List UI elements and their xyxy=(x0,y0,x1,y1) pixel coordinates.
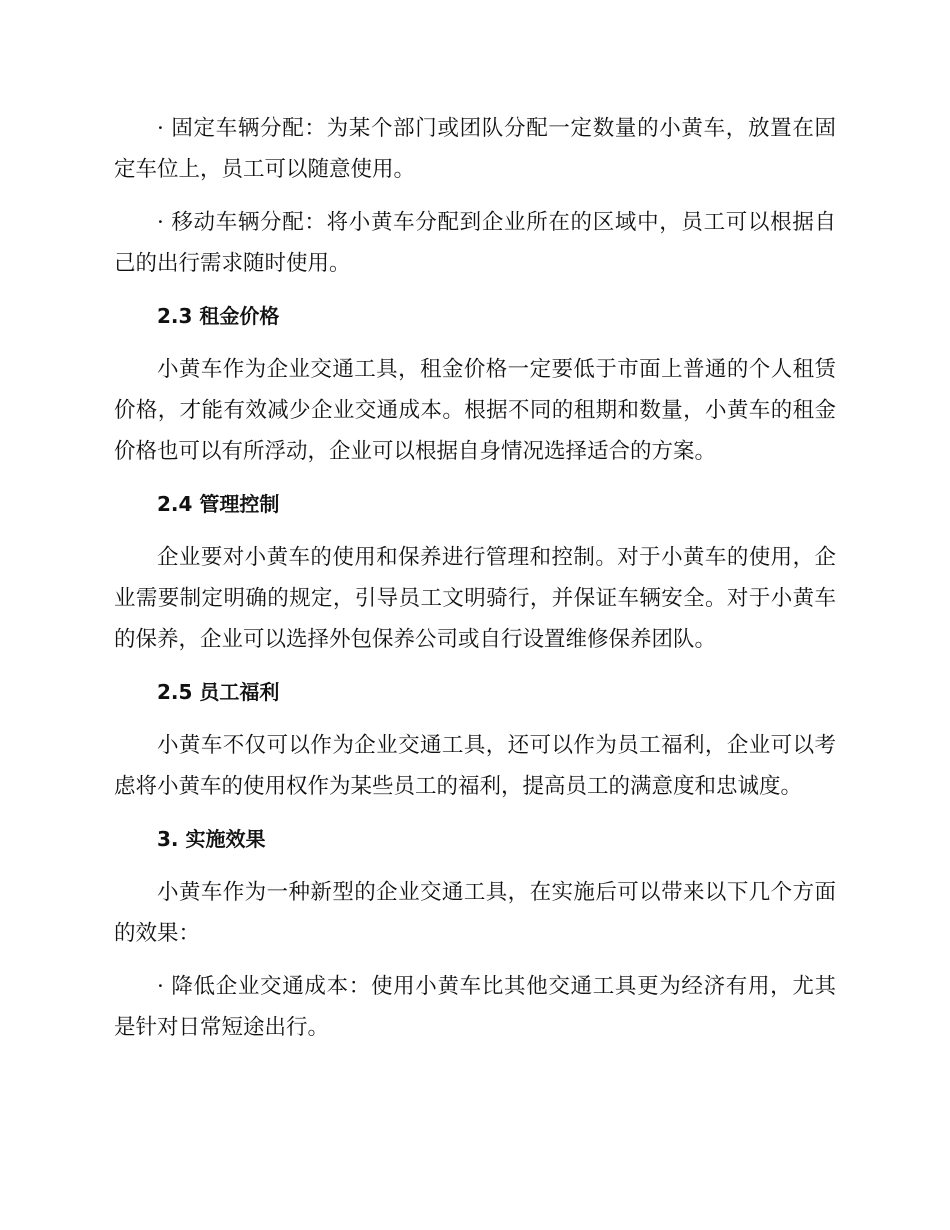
bullet-fixed-allocation: · 固定车辆分配：为某个部门或团队分配一定数量的小黄车，放置在固定车位上，员工可以随意使用。 xyxy=(114,116,836,182)
document-page xyxy=(114,108,836,1060)
section-heading-implementation-effects: 3. 实施效果 xyxy=(157,827,266,851)
paragraph-rental-price: 小黄车作为企业交通工具，租金价格一定要低于市面上普通的个人租赁价格，才能有效减少企业交通成本。根据不同的租期和数量，小黄车的租金价格也可以有所浮动，企业可以根据自身情况选择适合的方案。 xyxy=(114,357,836,464)
paragraph-implementation-effects: 小黄车作为一种新型的企业交通工具，在实施后可以带来以下几个方面的效果： xyxy=(114,880,836,946)
bullet-mobile-allocation: · 移动车辆分配：将小黄车分配到企业所在的区域中，员工可以根据自己的出行需求随时使用。 xyxy=(114,210,836,276)
paragraph-management: 企业要对小黄车的使用和保养进行管理和控制。对于小黄车的使用，企业需要制定明确的规定，引导员工文明骑行，并保证车辆安全。对于小黄车的保养，企业可以选择外包保养公司或自行设置维修保养团队。 xyxy=(114,545,836,652)
bullet-reduce-costs: · 降低企业交通成本：使用小黄车比其他交通工具更为经济有用，尤其是针对日常短途出行。 xyxy=(114,974,836,1040)
section-heading-rental-price: 2.3 租金价格 xyxy=(157,304,280,328)
paragraph-employee-benefits: 小黄车不仅可以作为企业交通工具，还可以作为员工福利，企业可以考虑将小黄车的使用权作为某些员工的福利，提高员工的满意度和忠诚度。 xyxy=(114,733,836,799)
section-heading-employee-benefits: 2.5 员工福利 xyxy=(157,680,280,704)
section-heading-management: 2.4 管理控制 xyxy=(157,492,280,516)
